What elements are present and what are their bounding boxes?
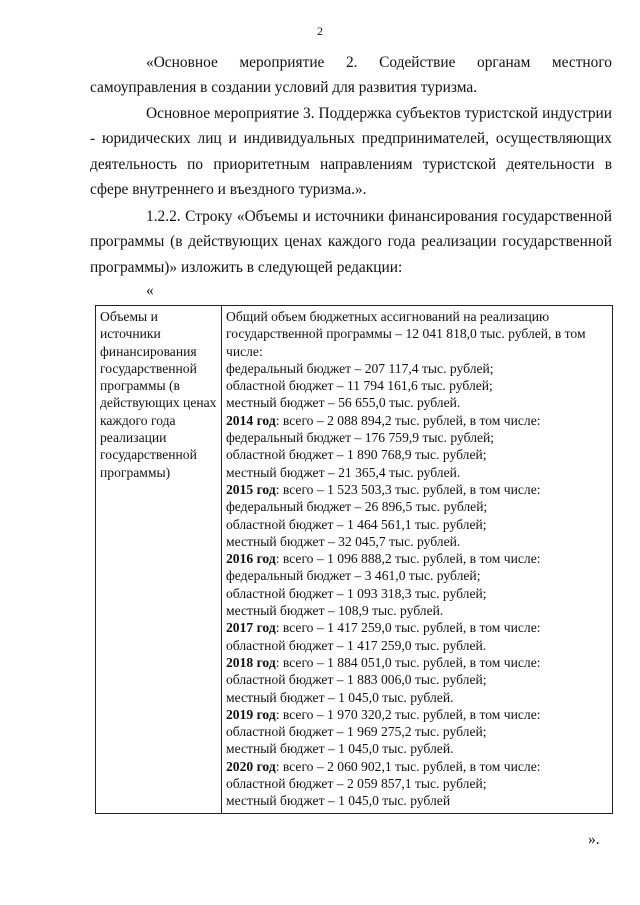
year-2018-line: областной бюджет – 1 883 006,0 тыс. рублей; <box>226 672 487 688</box>
year-2018-total: 2018 год: всего – 1 884 051,0 тыс. рублей, в том числе: <box>226 654 541 670</box>
year-2014-line: местный бюджет – 21 365,4 тыс. рублей. <box>226 464 461 480</box>
total-allocation: Общий объем бюджетных ассигнований на реализацию государственной программы – 12 041 818,0 тыс. рублей, в том числе: <box>226 309 586 359</box>
year-2014-total: 2014 год: всего – 2 088 894,2 тыс. рублей, в том числе: <box>226 412 541 428</box>
paragraph-1-line-1: «Основное мероприятие 2. Содействие органам местного <box>146 54 612 71</box>
paragraph-2: Основное мероприятие 3. Поддержка субъектов туристской индустрии - юридических лиц и индивидуальных предпринимателей, осуществляющих деятельность по приоритетным направлениям туристской деятельности в сфере внутреннего и въездного туризма.». <box>90 105 612 199</box>
year-2019-total: 2019 год: всего – 1 970 320,2 тыс. рублей, в том числе: <box>226 706 541 722</box>
year-2020-total: 2020 год: всего – 2 060 902,1 тыс. рублей, в том числе: <box>226 758 541 774</box>
paragraph-3: 1.2.2. Строку «Объемы и источники финансирования государственной программы (в действующих ценах каждого года реализации государственной программы)» изложить в следующей редакции: <box>90 208 612 276</box>
total-regional: областной бюджет – 11 794 161,6 тыс. рублей; <box>226 378 493 394</box>
year-2019-line: областной бюджет – 1 969 275,2 тыс. рублей; <box>226 724 487 740</box>
year-2015-line: областной бюджет – 1 464 561,1 тыс. рублей; <box>226 516 487 532</box>
year-2014-line: федеральный бюджет – 176 759,9 тыс. рублей; <box>226 430 495 446</box>
total-federal: федеральный бюджет – 207 117,4 тыс. рублей; <box>226 360 494 376</box>
year-2015-line: федеральный бюджет – 26 896,5 тыс. рублей; <box>226 499 488 515</box>
total-local: местный бюджет – 56 655,0 тыс. рублей. <box>226 395 461 411</box>
table-row <box>96 306 613 814</box>
year-2015-line: местный бюджет – 32 045,7 тыс. рублей. <box>226 533 461 549</box>
year-2016-line: местный бюджет – 108,9 тыс. рублей. <box>226 603 444 619</box>
year-2017-total: 2017 год: всего – 1 417 259,0 тыс. рублей, в том числе: <box>226 620 541 636</box>
table-left-cell: Объемы и источники финансирования государственной программы (в действующих ценах каждого года реализации государственной программы) <box>96 306 222 814</box>
year-2020-line: областной бюджет – 2 059 857,1 тыс. рублей; <box>226 776 487 792</box>
year-2014-line: областной бюджет – 1 890 768,9 тыс. рублей; <box>226 447 487 463</box>
year-2016-line: областной бюджет – 1 093 318,3 тыс. рублей; <box>226 585 487 601</box>
year-2019-line: местный бюджет – 1 045,0 тыс. рублей. <box>226 741 454 757</box>
year-2016-total: 2016 год: всего – 1 096 888,2 тыс. рублей, в том числе: <box>226 551 541 567</box>
closing-quote: ». <box>588 831 600 848</box>
year-2018-line: местный бюджет – 1 045,0 тыс. рублей. <box>226 689 454 705</box>
year-2015-total: 2015 год: всего – 1 523 503,3 тыс. рублей, в том числе: <box>226 481 541 497</box>
year-2020-line: местный бюджет – 1 045,0 тыс. рублей <box>226 793 451 809</box>
financing-table <box>95 305 613 814</box>
year-2017-line: областной бюджет – 1 417 259,0 тыс. рублей. <box>226 637 487 653</box>
year-2016-line: федеральный бюджет – 3 461,0 тыс. рублей; <box>226 568 481 584</box>
opening-quote: « <box>146 282 154 299</box>
paragraph-1-line-2: самоуправления в создании условий для развития туризма. <box>90 79 478 96</box>
page-number: 2 <box>317 24 323 38</box>
table-right-cell <box>222 306 613 814</box>
